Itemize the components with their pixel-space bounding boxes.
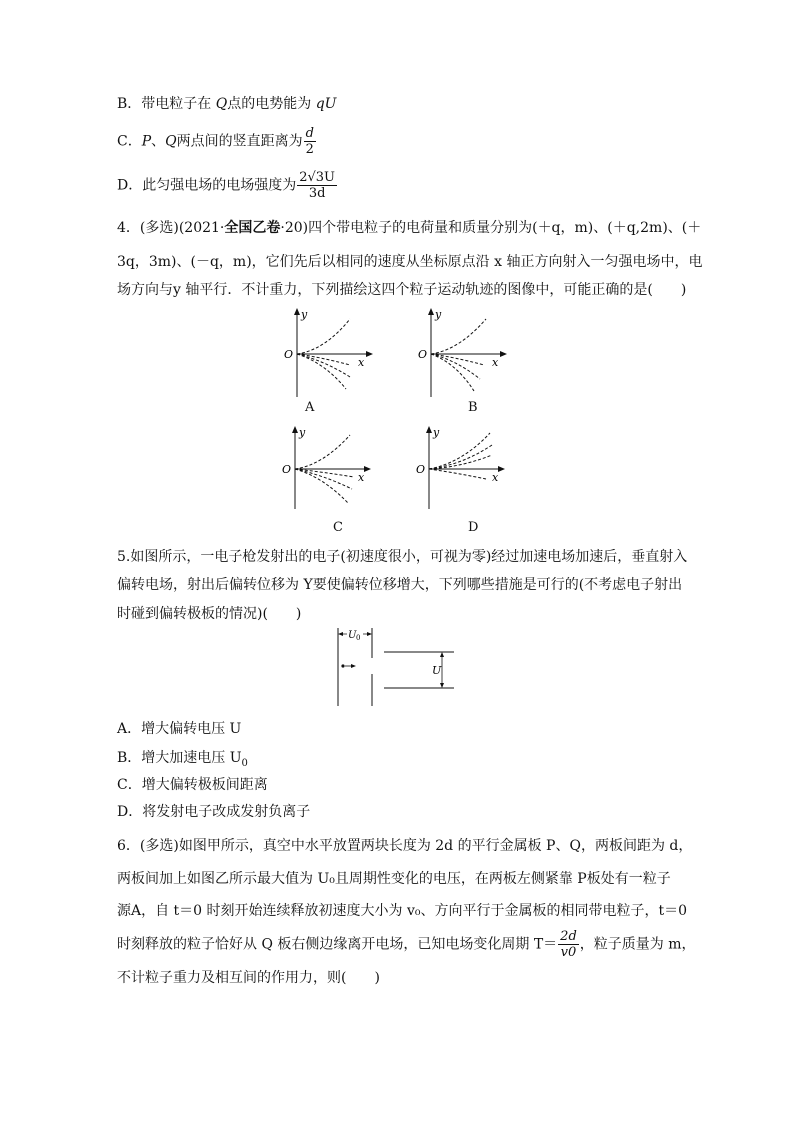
svg-text:0: 0 bbox=[356, 634, 361, 642]
q5-line-3: 时碰到偏转极板的情况)( ) bbox=[117, 606, 302, 622]
q4-line-3: 场方向与y 轴平行．不计重力，下列描绘这四个粒子运动轨迹的图像中，可能正确的是( ) bbox=[117, 282, 687, 298]
q3-option-d: D．此匀强电场的电场强度为 $\frac{2√3U}{3d}$ bbox=[117, 170, 336, 201]
q4-line-2: 3q，3m)、(－q，m)，它们先后以相同的速度从坐标原点沿 x 轴正方向射入一匀强电场中，电 bbox=[117, 254, 703, 270]
graph-d bbox=[412, 423, 512, 523]
q5-option-b: B．增大加速电压 $U_0$ bbox=[117, 750, 248, 769]
svg-text:O: O bbox=[416, 463, 426, 476]
svg-text:U: U bbox=[348, 630, 357, 641]
q5-line-2: 偏转电场，射出后偏转位移为 Y要使偏转位移增大，下列哪些措施是可行的(不考虑电子射出 bbox=[117, 577, 683, 593]
svg-text:x: x bbox=[358, 356, 365, 369]
svg-text:O: O bbox=[282, 463, 292, 476]
q6-line-1: 6．(多选)如图甲所示，真空中水平放置两块长度为 2d 的平行金属板 P、Q，两板间距为 d， bbox=[117, 838, 693, 854]
q3-option-b: B．带电粒子在 Q点的电势能为 qU bbox=[117, 96, 337, 112]
q5-option-c: C．增大偏转极板间距离 bbox=[117, 777, 268, 793]
q6-line-5: 不计粒子重力及相互间的作用力，则( ) bbox=[117, 970, 380, 986]
svg-text:y: y bbox=[433, 426, 440, 439]
svg-text:x: x bbox=[492, 356, 499, 369]
svg-text:O: O bbox=[418, 348, 428, 361]
svg-text:x: x bbox=[358, 471, 365, 484]
svg-text:y: y bbox=[301, 308, 308, 321]
fraction-field-strength: $\frac{2√3U}{3d}$ bbox=[299, 170, 336, 201]
svg-text:y: y bbox=[299, 426, 306, 439]
fraction-d-over-2: $\frac{d}{2}$ bbox=[305, 126, 314, 157]
q4-line-1: 4．(多选)(2021·全国乙卷·20)四个带电粒子的电荷量和质量分别为(＋q，m)、(＋q,2m)、(＋ bbox=[117, 220, 702, 236]
q3-option-c: C．P、Q两点间的竖直距离为 $\frac{d}{2}$ bbox=[117, 126, 314, 157]
svg-text:U: U bbox=[432, 664, 442, 677]
q6-line-4: 时刻释放的粒子恰好从 Q 板右侧边缘离开电场，已知电场变化周期 T＝ $\frac{2d}{v0}$ ，粒子质量为 m， bbox=[117, 929, 696, 960]
fraction-period: $\frac{2d}{v0}$ bbox=[560, 929, 577, 960]
q5-line-1: 5.如图所示，一电子枪发射出的电子(初速度很小，可视为零)经过加速电场加速后，垂直射入 bbox=[117, 549, 688, 565]
graph-b bbox=[414, 305, 514, 415]
svg-text:y: y bbox=[435, 308, 442, 321]
graph-c-label: C bbox=[333, 520, 343, 535]
svg-text:O: O bbox=[284, 348, 294, 361]
q5-option-a: A．增大偏转电压 U bbox=[117, 721, 242, 737]
graph-d-label: D bbox=[468, 520, 479, 535]
graph-a-label: A bbox=[305, 400, 315, 415]
graph-b-label: B bbox=[468, 400, 478, 415]
svg-text:x: x bbox=[492, 471, 499, 484]
graph-a bbox=[280, 305, 380, 415]
graph-c bbox=[278, 423, 378, 523]
q6-line-3: 源A，自 t＝0 时刻开始连续释放初速度大小为 v₀、方向平行于金属板的相同带电粒子，t＝0 bbox=[117, 903, 688, 919]
electron-gun-diagram bbox=[334, 624, 464, 710]
q6-line-2: 两板间加上如图乙所示最大值为 U₀且周期性变化的电压，在两板左侧紧靠 P板处有一粒子 bbox=[117, 871, 671, 887]
q5-option-d: D．将发射电子改成发射负离子 bbox=[117, 804, 311, 820]
